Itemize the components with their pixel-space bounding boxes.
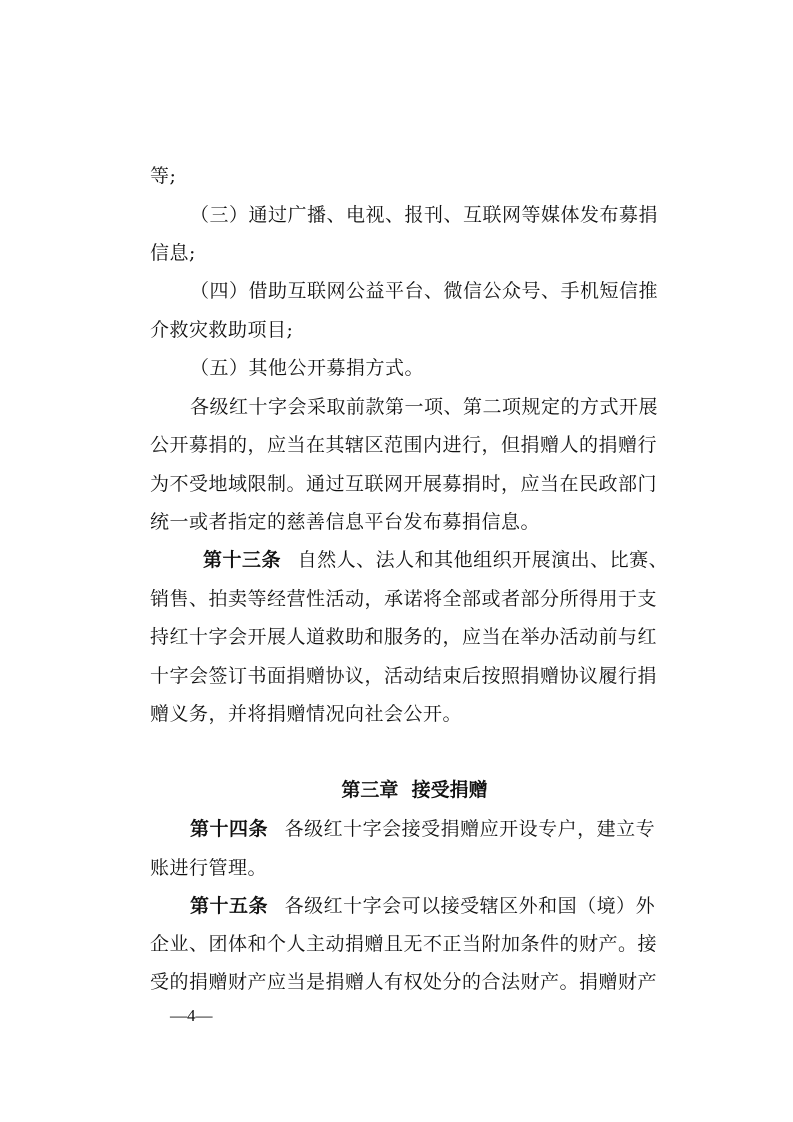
text-line: 为不受地域限制。通过互联网开展募捐时，应当在民政部门: [150, 473, 658, 495]
text-line: （五）其他公开募捐方式。: [190, 357, 425, 379]
article-14-text: 各级红十字会接受捐赠应开设专户，建立专: [284, 818, 656, 840]
chapter-title: 第三章 接受捐赠: [341, 779, 488, 801]
text-line: 持红十字会开展人道救助和服务的，应当在举办活动前与红: [150, 626, 658, 648]
article-13-label: 第十三条: [203, 549, 282, 571]
page-number: —4—: [170, 1006, 213, 1025]
text-line: 销售、拍卖等经营性活动，承诺将全部或者部分所得用于支: [150, 588, 658, 610]
article-15-label: 第十五条: [190, 895, 269, 917]
article-14-first-line: [0, 817, 793, 841]
article-13-text: 自然人、法人和其他组织开展演出、比赛、: [297, 549, 669, 571]
text-line: 企业、团体和个人主动捐赠且无不正当附加条件的财产。接: [150, 933, 658, 955]
text-line: 介救灾救助项目;: [150, 319, 294, 341]
text-line: 等;: [150, 165, 177, 187]
text-line: 十字会签订书面捐赠协议，活动结束后按照捐赠协议履行捐: [150, 665, 658, 687]
text-line: 信息;: [150, 242, 196, 264]
article-15-first-line: [0, 894, 793, 918]
text-line: 账进行管理。: [150, 857, 268, 879]
text-line: （三）通过广播、电视、报刊、互联网等媒体发布募捐: [190, 204, 659, 226]
text-line: 统一或者指定的慈善信息平台发布募捐信息。: [150, 511, 541, 533]
text-line: 受的捐赠财产应当是捐赠人有权处分的合法财产。捐赠财产: [150, 971, 658, 993]
text-line: 赠义务，并将捐赠情况向社会公开。: [150, 703, 463, 725]
text-line: 各级红十字会采取前款第一项、第二项规定的方式开展: [190, 396, 659, 418]
text-line: 公开募捐的，应当在其辖区范围内进行，但捐赠人的捐赠行: [150, 434, 658, 456]
text-line: （四）借助互联网公益平台、微信公众号、手机短信推: [190, 280, 659, 302]
article-13-first-line: [0, 548, 793, 572]
article-15-text: 各级红十字会可以接受辖区外和国（境）外: [284, 895, 656, 917]
article-14-label: 第十四条: [190, 818, 269, 840]
